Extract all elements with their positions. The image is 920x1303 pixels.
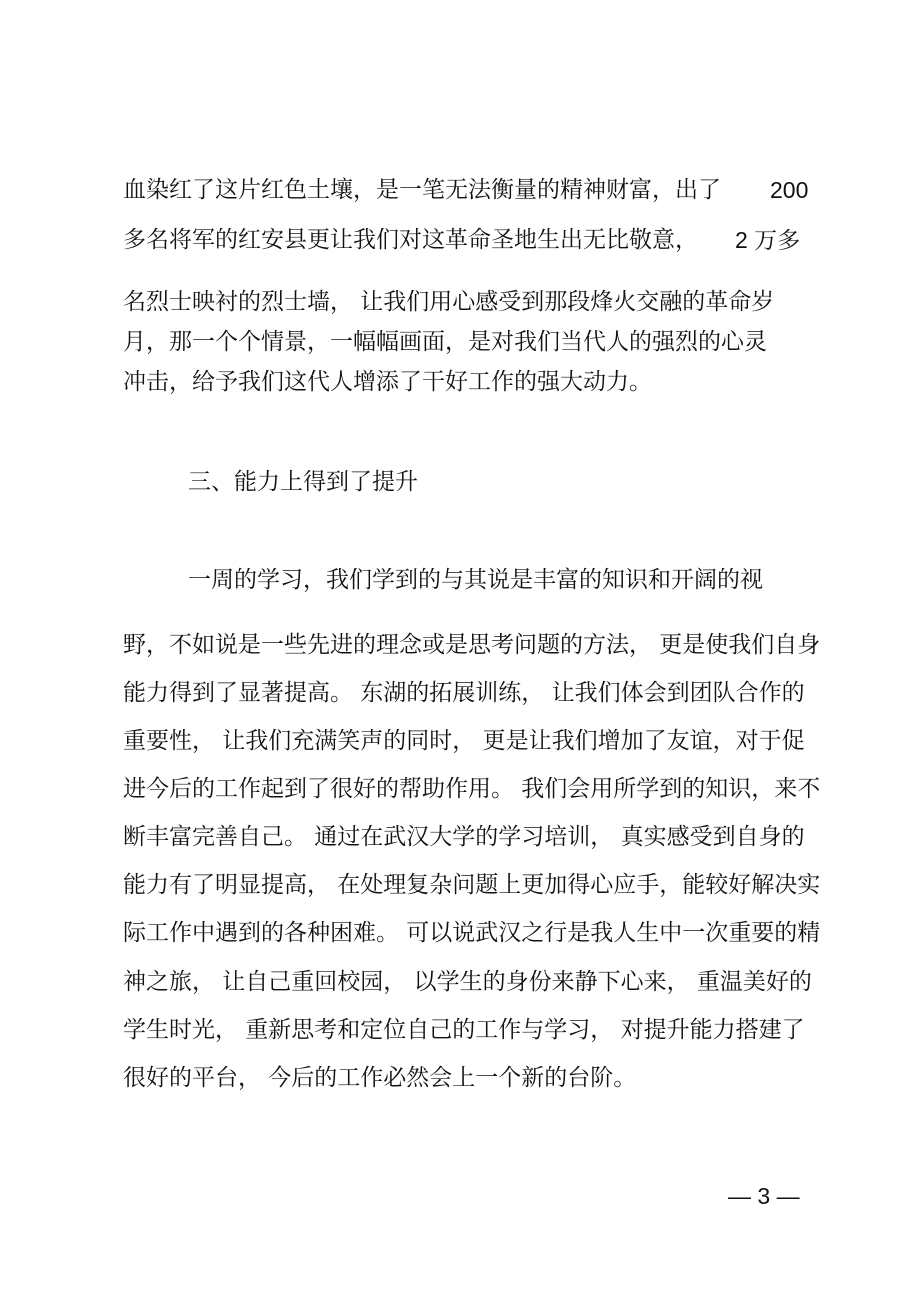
paragraph-line: 很好的平台， 今后的工作必然会上一个新的台阶。 [123,1065,637,1091]
paragraph-line: 断丰富完善自己。 通过在武汉大学的学习培训， 真实感受到自身的 [123,824,805,850]
paragraph-line: 神之旅， 让自己重回校园， 以学生的身份来静下心来， 重温美好的 [123,969,812,995]
paragraph-line: 进今后的工作起到了很好的帮助作用。 我们会用所学到的知识，来不 [123,776,821,802]
paragraph-line-number: 2 万多 [735,227,801,253]
paragraph-line: 重要性， 让我们充满笑声的同时， 更是让我们增加了友谊，对于促 [123,728,805,754]
paragraph-line: 冲击，给予我们这代人增添了干好工作的强大动力。 [123,369,652,395]
paragraph-line-number: 200 [770,177,809,203]
paragraph-line: 月，那一个个情景，一幅幅画面，是对我们当代人的强烈的心灵 [123,329,767,355]
paragraph-line: 血染红了这片红色土壤，是一笔无法衡量的精神财富，出了 [123,177,721,203]
paragraph-line: 野，不如说是一些先进的理念或是思考问题的方法， 更是使我们自身 [123,632,821,658]
paragraph-line: 多名将军的红安县更让我们对这革命圣地生出无比敬意， [123,227,698,253]
paragraph-line: 学生时光， 重新思考和定位自己的工作与学习， 对提升能力搭建了 [123,1017,805,1043]
paragraph-line: 一周的学习，我们学到的与其说是丰富的知识和开阔的视 [188,567,763,593]
page-number: — 3 — [728,1183,800,1209]
paragraph-line: 际工作中遇到的各种困难。 可以说武汉之行是我人生中一次重要的精 [123,920,821,946]
paragraph-line: 能力有了明显提高， 在处理复杂问题上更加得心应手，能较好解决实 [123,872,821,898]
paragraph-line: 名烈士映衬的烈士墙， 让我们用心感受到那段烽火交融的革命岁 [123,289,775,315]
paragraph-line: 能力得到了显著提高。 东湖的拓展训练， 让我们体会到团队合作的 [123,680,805,706]
section-heading: 三、能力上得到了提升 [188,469,418,495]
